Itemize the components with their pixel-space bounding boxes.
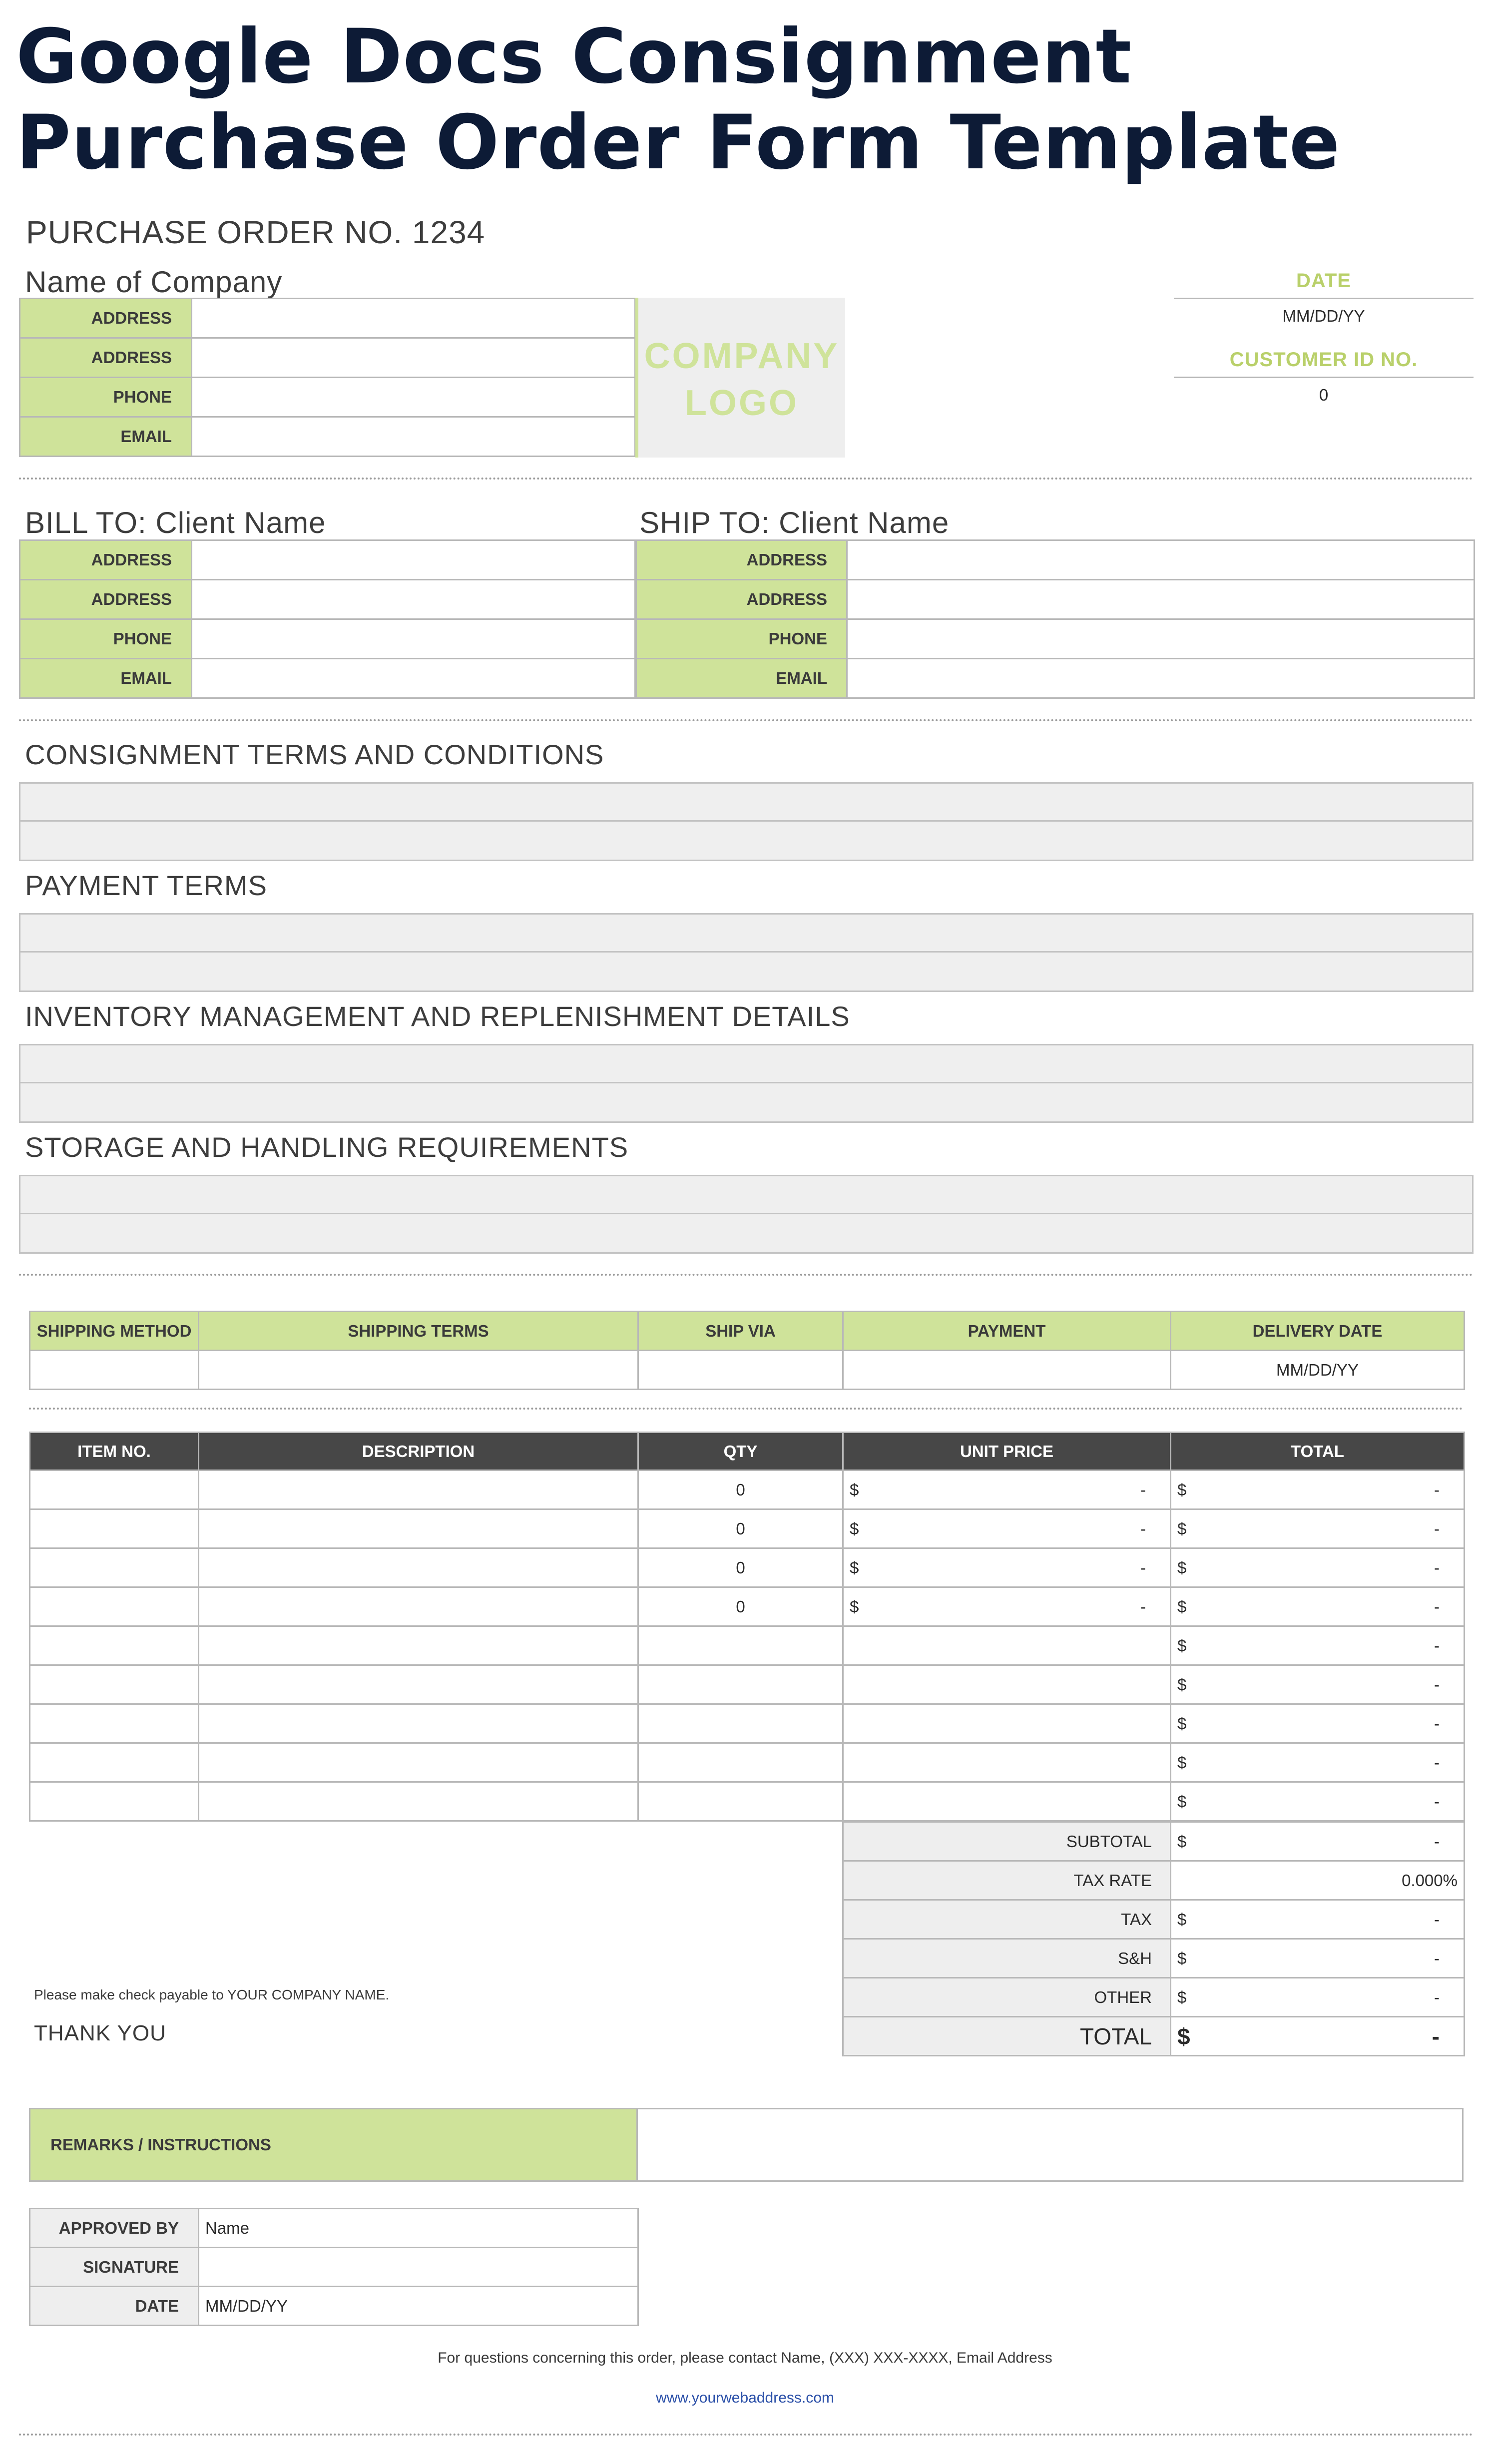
table-row [30, 1587, 1465, 1626]
section-box-inventory-management-and-replenishment-details[interactable] [19, 1044, 1474, 1123]
currency-symbol: $ [1177, 1910, 1187, 1929]
section-box-storage-and-handling-requirements[interactable] [19, 1175, 1474, 1254]
signature-label: SIGNATURE [30, 2248, 199, 2287]
subtotal-label: SUBTOTAL [843, 1822, 1171, 1861]
bill-to-field-input-2[interactable] [192, 619, 635, 659]
company-field-input-2[interactable] [192, 378, 635, 417]
qty-cell[interactable] [638, 1626, 843, 1665]
page-title [16, 14, 1340, 186]
line-total-cell [1171, 1509, 1465, 1548]
currency-symbol: $ [1177, 1792, 1187, 1811]
section-title-payment-terms: PAYMENT TERMS [25, 870, 267, 901]
company-field-label-3: EMAIL [20, 417, 192, 457]
date-value[interactable]: MM/DD/YY [1282, 307, 1365, 325]
shipping-table [29, 1311, 1465, 1390]
shipping-value-payment[interactable] [843, 1351, 1171, 1390]
bill-to-field-input-3[interactable] [192, 659, 635, 698]
tax-label: TAX [843, 1900, 1171, 1939]
divider [19, 719, 1474, 721]
description-cell[interactable] [199, 1626, 638, 1665]
line-total-cell [1171, 1743, 1465, 1782]
currency-symbol: $ [850, 1519, 859, 1538]
amount-value: - [1434, 1480, 1440, 1499]
currency-symbol: $ [1177, 1753, 1187, 1772]
ship-to-table [635, 539, 1475, 699]
logo-text-line-1: COMPANY [644, 336, 840, 376]
section-box-consignment-terms-and-conditions[interactable] [19, 782, 1474, 861]
ship-to-title: SHIP TO: Client Name [639, 506, 950, 539]
amount-value: - [1140, 1519, 1146, 1538]
table-row [30, 1471, 1465, 1509]
grand-total-label: TOTAL [843, 2017, 1171, 2056]
company-field-input-0[interactable] [192, 299, 635, 338]
item-no-cell[interactable] [30, 1509, 199, 1548]
shipping-header-delivery-date: DELIVERY DATE [1171, 1312, 1465, 1351]
shipping-header-ship-via: SHIP VIA [638, 1312, 843, 1351]
ship-to-field-label-3: EMAIL [636, 659, 847, 698]
table-row [30, 1626, 1465, 1665]
line-total-cell [1171, 1587, 1465, 1626]
line-total-cell [1171, 1704, 1465, 1743]
currency-symbol: $ [1177, 1832, 1187, 1851]
description-cell[interactable] [199, 1782, 638, 1821]
table-row [30, 1548, 1465, 1587]
logo-text-line-2: LOGO [685, 383, 799, 423]
shipping-header-payment: PAYMENT [843, 1312, 1171, 1351]
currency-symbol: $ [1177, 1558, 1187, 1577]
divider [29, 1408, 1464, 1410]
description-cell[interactable] [199, 1548, 638, 1587]
items-header-total: TOTAL [1171, 1433, 1465, 1471]
amount-value: - [1434, 1519, 1440, 1538]
shipping-value-shipping-method[interactable] [30, 1351, 199, 1390]
amount-value: - [1434, 1753, 1440, 1772]
section-title-inventory-management-and-replenishment-details: INVENTORY MANAGEMENT AND REPLENISHMENT DETAILS [25, 1000, 850, 1032]
item-no-cell[interactable] [30, 1626, 199, 1665]
footer-contact: For questions concerning this order, please contact Name, (XXX) XXX-XXXX, Email Address [438, 2350, 1052, 2366]
currency-symbol: $ [1177, 1597, 1187, 1616]
currency-symbol: $ [1177, 1949, 1187, 1968]
items-header-unit-price: UNIT PRICE [843, 1433, 1171, 1471]
title-line-2: Purchase Order Form Template [16, 99, 1341, 186]
qty-cell[interactable] [638, 1782, 843, 1821]
table-row [30, 1743, 1465, 1782]
qty-cell[interactable] [638, 1704, 843, 1743]
currency-symbol: $ [850, 1480, 859, 1499]
table-row [30, 1782, 1465, 1821]
date-label: DATE [1296, 270, 1351, 292]
section-title-storage-and-handling-requirements: STORAGE AND HANDLING REQUIREMENTS [25, 1131, 629, 1163]
amount-value: - [1434, 1792, 1440, 1811]
amount-value: - [1434, 1558, 1440, 1577]
amount-value: - [1140, 1597, 1146, 1616]
remarks-box [29, 2108, 1464, 2182]
shipping-handling-label: S&H [843, 1939, 1171, 1978]
line-total-cell [1171, 1665, 1465, 1704]
ship-to-field-input-0[interactable] [847, 540, 1475, 580]
unit-price-cell[interactable] [843, 1471, 1171, 1509]
table-row [30, 1704, 1465, 1743]
items-header-item-no: ITEM NO. [30, 1433, 199, 1471]
item-no-cell[interactable] [30, 1471, 199, 1509]
unit-price-cell[interactable] [843, 1704, 1171, 1743]
amount-value: - [1140, 1480, 1146, 1499]
currency-symbol: $ [1177, 1480, 1187, 1499]
item-no-cell[interactable] [30, 1782, 199, 1821]
unit-price-cell[interactable] [843, 1782, 1171, 1821]
currency-symbol: $ [1177, 2023, 1190, 2049]
amount-value: - [1434, 1714, 1440, 1733]
company-info-table [19, 298, 636, 457]
line-total-cell [1171, 1626, 1465, 1665]
unit-price-cell[interactable] [843, 1626, 1171, 1665]
amount-value: - [1434, 1987, 1440, 2006]
company-logo-placeholder[interactable] [635, 298, 845, 458]
unit-price-cell[interactable] [843, 1743, 1171, 1782]
ship-to-field-input-3[interactable] [847, 659, 1475, 698]
signature-field[interactable] [199, 2248, 638, 2287]
table-row [30, 1509, 1465, 1548]
shipping-header-shipping-terms: SHIPPING TERMS [199, 1312, 638, 1351]
qty-cell[interactable]: 0 [638, 1471, 843, 1509]
shipping-handling-value[interactable] [1171, 1939, 1465, 1978]
amount-value: - [1434, 1636, 1440, 1655]
qty-cell[interactable]: 0 [638, 1587, 843, 1626]
description-cell[interactable] [199, 1509, 638, 1548]
shipping-value-shipping-terms[interactable] [199, 1351, 638, 1390]
item-no-cell[interactable] [30, 1665, 199, 1704]
currency-symbol: $ [850, 1597, 859, 1616]
ship-to-field-label-0: ADDRESS [636, 540, 847, 580]
ship-to-field-input-2[interactable] [847, 619, 1475, 659]
currency-symbol: $ [1177, 1519, 1187, 1538]
amount-value: - [1434, 1910, 1440, 1929]
payable-note: Please make check payable to YOUR COMPANY NAME. [34, 1987, 390, 2002]
bill-to-field-label-1: ADDRESS [20, 580, 192, 619]
ship-to-field-label-1: ADDRESS [636, 580, 847, 619]
line-total-cell [1171, 1782, 1465, 1821]
description-cell[interactable] [199, 1743, 638, 1782]
qty-cell[interactable]: 0 [638, 1509, 843, 1548]
item-no-cell[interactable] [30, 1704, 199, 1743]
amount-value: - [1140, 1558, 1146, 1577]
amount-value: - [1434, 1597, 1440, 1616]
company-name: Name of Company [25, 265, 283, 299]
description-cell[interactable] [199, 1665, 638, 1704]
customer-id-label: CUSTOMER ID NO. [1229, 349, 1418, 371]
section-title-consignment-terms-and-conditions: CONSIGNMENT TERMS AND CONDITIONS [25, 739, 604, 770]
customer-id-value[interactable]: 0 [1319, 386, 1329, 404]
unit-price-cell[interactable] [843, 1587, 1171, 1626]
amount-value: - [1432, 2023, 1440, 2049]
description-cell[interactable] [199, 1471, 638, 1509]
grand-total-value [1171, 2017, 1465, 2056]
table-row [30, 1665, 1465, 1704]
subtotal-value [1171, 1822, 1465, 1861]
item-no-cell[interactable] [30, 1587, 199, 1626]
company-field-label-0: ADDRESS [20, 299, 192, 338]
description-cell[interactable] [199, 1587, 638, 1626]
tax-value [1171, 1900, 1465, 1939]
approved-by-label: APPROVED BY [30, 2209, 199, 2248]
bill-to-table [19, 539, 636, 699]
amount-value: - [1434, 1675, 1440, 1694]
remarks-label: REMARKS / INSTRUCTIONS [50, 2135, 271, 2154]
remarks-input[interactable] [638, 2109, 1462, 2180]
items-table [29, 1432, 1465, 1822]
other-label: OTHER [843, 1978, 1171, 2017]
footer-website-link[interactable]: www.yourwebaddress.com [656, 2390, 834, 2406]
bill-to-field-label-2: PHONE [20, 619, 192, 659]
approval-date-label: DATE [30, 2287, 199, 2326]
approval-date-value[interactable]: MM/DD/YY [199, 2287, 638, 2326]
currency-symbol: $ [1177, 1987, 1187, 2006]
currency-symbol: $ [1177, 1636, 1187, 1655]
shipping-value-delivery-date[interactable]: MM/DD/YY [1171, 1351, 1465, 1390]
amount-value: - [1434, 1949, 1440, 1968]
amount-value: - [1434, 1832, 1440, 1851]
summary-table [842, 1821, 1465, 2056]
divider [19, 478, 1474, 480]
qty-cell[interactable] [638, 1743, 843, 1782]
tax-rate-value[interactable]: 0.000% [1171, 1861, 1465, 1900]
thank-you: THANK YOU [34, 2021, 166, 2045]
bill-to-title: BILL TO: Client Name [25, 506, 326, 539]
description-cell[interactable] [199, 1704, 638, 1743]
shipping-value-ship-via[interactable] [638, 1351, 843, 1390]
unit-price-cell[interactable] [843, 1548, 1171, 1587]
approved-by-value[interactable]: Name [199, 2209, 638, 2248]
items-header-description: DESCRIPTION [199, 1433, 638, 1471]
currency-symbol: $ [1177, 1714, 1187, 1733]
approval-table [29, 2208, 639, 2326]
po-number: PURCHASE ORDER NO. 1234 [26, 214, 486, 250]
divider [19, 1274, 1474, 1276]
item-no-cell[interactable] [30, 1548, 199, 1587]
title-line-1: Google Docs Consignment [16, 13, 1132, 100]
bill-to-field-input-0[interactable] [192, 540, 635, 580]
bill-to-field-label-3: EMAIL [20, 659, 192, 698]
company-field-input-3[interactable] [192, 417, 635, 457]
other-value[interactable] [1171, 1978, 1465, 2017]
line-total-cell [1171, 1471, 1465, 1509]
ship-to-field-label-2: PHONE [636, 619, 847, 659]
qty-cell[interactable]: 0 [638, 1548, 843, 1587]
items-header-qty: QTY [638, 1433, 843, 1471]
company-field-input-1[interactable] [192, 338, 635, 378]
section-box-payment-terms[interactable] [19, 913, 1474, 992]
qty-cell[interactable] [638, 1665, 843, 1704]
divider [19, 2434, 1474, 2436]
item-no-cell[interactable] [30, 1743, 199, 1782]
bill-to-field-input-1[interactable] [192, 580, 635, 619]
line-total-cell [1171, 1548, 1465, 1587]
tax-rate-label: TAX RATE [843, 1861, 1171, 1900]
bill-to-field-label-0: ADDRESS [20, 540, 192, 580]
shipping-header-shipping-method: SHIPPING METHOD [30, 1312, 199, 1351]
currency-symbol: $ [850, 1558, 859, 1577]
unit-price-cell[interactable] [843, 1665, 1171, 1704]
company-field-label-2: PHONE [20, 378, 192, 417]
ship-to-field-input-1[interactable] [847, 580, 1475, 619]
unit-price-cell[interactable] [843, 1509, 1171, 1548]
currency-symbol: $ [1177, 1675, 1187, 1694]
company-field-label-1: ADDRESS [20, 338, 192, 378]
